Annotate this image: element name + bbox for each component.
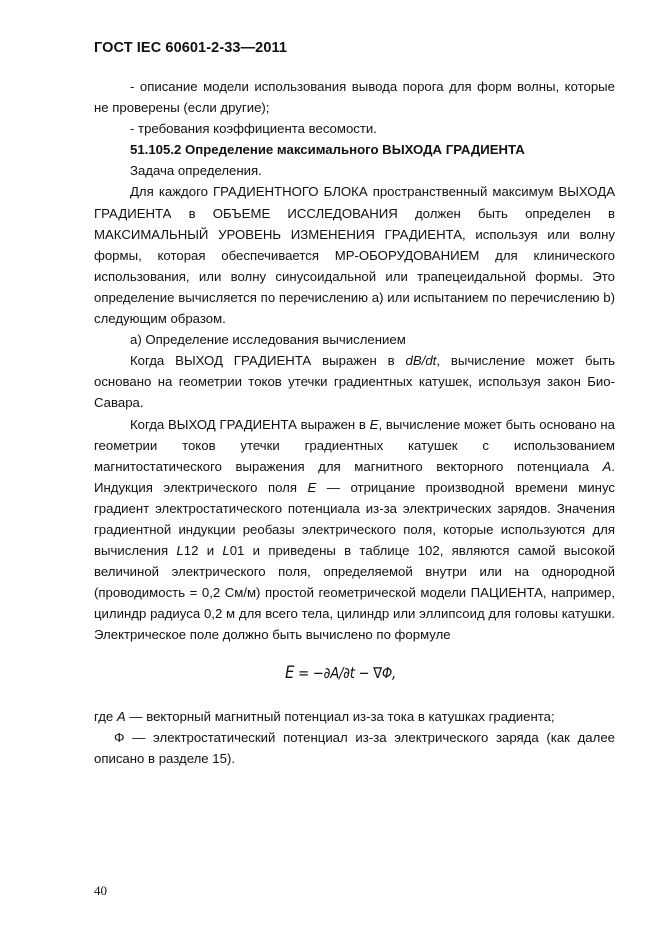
paragraph-where xyxy=(94,706,615,727)
formula xyxy=(94,663,552,684)
l-symbol-2: L xyxy=(222,543,230,559)
l-symbol-1: L xyxy=(176,543,184,559)
paragraph-weighting-requirements: - требования коэффициента весомости. xyxy=(130,121,377,137)
section-heading: 51.105.2 Определение максимального ВЫХОДА ГРАДИЕНТА xyxy=(130,142,525,158)
where-a-symbol: A xyxy=(116,708,126,724)
paragraph-waveform-description: - описание модели использования вывода порога для форм волны, которые не проверены (если другие); xyxy=(94,79,615,116)
paragraph-dbdt xyxy=(94,350,615,413)
page-number: 40 xyxy=(94,883,107,898)
paragraph-gradient-unit: Для каждого ГРАДИЕНТНОГО БЛОКА пространственный максимум ВЫХОДА ГРАДИЕНТА в ОБЪЕМЕ ИССЛЕДОВАНИЯ должен быть определен в МАКСИМАЛЬНЫЙ УРОВЕНЬ ИЗМЕНЕНИЯ ГРАДИЕНТА, используя или волну формы, которая обеспечивается МР-ОБОРУДОВАНИЕМ для клинического использования, или волну синусоидальной или трапецеидальной формы. Это определение вычисляется по перечислению а) или испытанием по перечислению b) следующим образом. xyxy=(94,184,615,327)
e-text-6: 01 и приведены в таблице 102, являются самой высокой величиной электрического поля, определяемой внутри или на однородной (проводимость = 0,2 См/м) простой геометрической модели ПАЦИЕНТА, например, цилиндр радиуса 0,2 м для всего тела, цилиндр или эллипсоид для головы катушки. Электрическое поле должно быть вычислено по формуле xyxy=(94,543,615,643)
formula-equals: = xyxy=(298,663,309,682)
dbdt-text-after: , вычисление может быть основано на геометрии токов утечки градиентных катушек, используя закон Био-Савара. xyxy=(94,353,616,411)
e-text-4: — отрицание производной времени минус градиент электростатического потенциала из-за электрических зарядов. Значения градиентной индукции реобазы электрического поля, которые используются для вычисления xyxy=(94,479,615,559)
paragraph-electric-field xyxy=(94,414,615,646)
e-text-1: Когда ВЫХОД ГРАДИЕНТА выражен в xyxy=(130,416,370,432)
paragraph-task: Задача определения. xyxy=(130,163,262,179)
formula-lhs: E xyxy=(284,662,295,683)
where-prefix: где xyxy=(94,708,117,724)
where-text: — векторный магнитный потенциал из-за тока в катушках градиента; xyxy=(125,708,555,724)
standard-header: ГОСТ IEC 60601-2-33—2011 xyxy=(94,40,288,56)
e-symbol-1: E xyxy=(369,416,379,432)
e-symbol-2: E xyxy=(307,479,317,495)
e-text-5: 12 и xyxy=(183,543,223,559)
e-text-2: , вычисление может быть основано на геометрии токов утечки градиентных катушек с использованием магнитостатического выражения для магнитного векторного потенциала xyxy=(94,416,615,474)
paragraph-calc-method: а) Определение исследования вычислением xyxy=(130,332,406,348)
dbdt-text-before: Когда ВЫХОД ГРАДИЕНТА выражен в xyxy=(130,353,406,369)
paragraph-phi: Φ — электростатический потенциал из-за электрического заряда (как далее описано в разделе 15). xyxy=(94,729,615,766)
body-text xyxy=(94,76,615,769)
e-text-3: . Индукция электрического поля xyxy=(94,458,615,495)
dbdt-symbol: dB/dt xyxy=(405,353,437,369)
a-symbol: A xyxy=(602,458,612,474)
formula-rhs: −∂A/∂t − ∇Φ, xyxy=(312,663,396,682)
